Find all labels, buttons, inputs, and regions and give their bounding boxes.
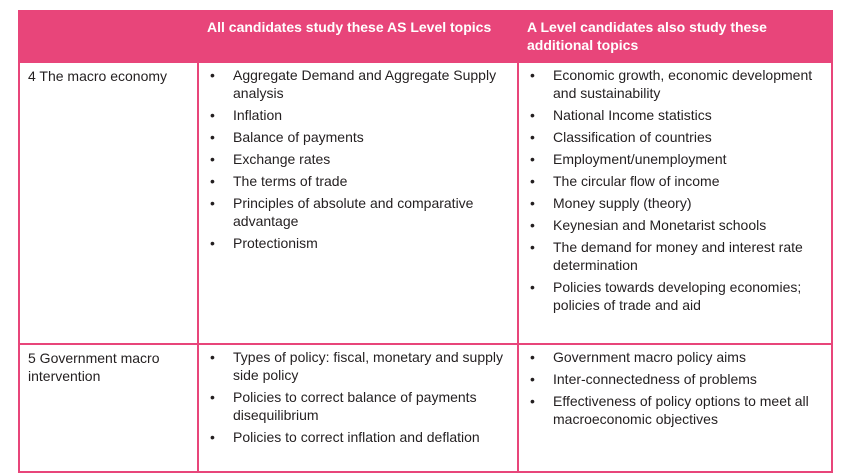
list-item bbox=[523, 238, 827, 274]
header-as-level: All candidates study these AS Level topics bbox=[198, 11, 518, 62]
table-row bbox=[19, 62, 832, 344]
bullet-icon: • bbox=[530, 173, 535, 189]
bullet-icon: • bbox=[530, 239, 535, 255]
list-item-text: Employment/unemployment bbox=[553, 151, 727, 167]
list-item bbox=[523, 172, 827, 190]
bullet-icon: • bbox=[530, 393, 535, 409]
list-item-text: Classification of countries bbox=[553, 129, 712, 145]
list-item-text: Inter-connectedness of problems bbox=[553, 371, 757, 387]
bullet-icon: • bbox=[530, 349, 535, 365]
list-item bbox=[203, 194, 513, 230]
list-item-text: Effectiveness of policy options to meet all macroeconomic objectives bbox=[553, 393, 809, 427]
list-item bbox=[523, 150, 827, 168]
as-topics-list bbox=[203, 66, 513, 252]
table-row bbox=[19, 344, 832, 472]
list-item-text: The terms of trade bbox=[233, 173, 348, 189]
list-item-text: Inflation bbox=[233, 107, 283, 123]
list-item bbox=[523, 106, 827, 124]
bullet-icon: • bbox=[530, 195, 535, 211]
list-item-text: Types of policy: fiscal, monetary and supply side policy bbox=[233, 349, 504, 383]
bullet-icon: • bbox=[530, 217, 535, 233]
list-item bbox=[203, 172, 513, 190]
list-item-text: The circular flow of income bbox=[553, 173, 720, 189]
topic-cell: 4 The macro economy bbox=[19, 62, 198, 344]
bullet-icon: • bbox=[210, 389, 215, 405]
bullet-icon: • bbox=[210, 67, 215, 83]
header-row bbox=[19, 11, 832, 62]
list-item bbox=[203, 348, 513, 384]
as-topics-cell bbox=[198, 344, 518, 472]
bullet-icon: • bbox=[210, 195, 215, 211]
as-topics-list bbox=[203, 348, 513, 446]
list-item-text: Protectionism bbox=[233, 235, 318, 251]
bullet-icon: • bbox=[210, 107, 215, 123]
bullet-icon: • bbox=[210, 349, 215, 365]
topic-cell: 5 Government macro intervention bbox=[19, 344, 198, 472]
header-a-level: A Level candidates also study these additional topics bbox=[518, 11, 832, 62]
list-item bbox=[203, 388, 513, 424]
list-item bbox=[203, 234, 513, 252]
list-item bbox=[523, 194, 827, 212]
bullet-icon: • bbox=[210, 173, 215, 189]
bullet-icon: • bbox=[530, 279, 535, 295]
list-item-text: Policies to correct balance of payments disequilibrium bbox=[233, 389, 477, 423]
list-item bbox=[523, 128, 827, 146]
list-item bbox=[203, 150, 513, 168]
list-item-text: Policies to correct inflation and deflation bbox=[233, 429, 480, 445]
list-item-text: Policies towards developing economies; policies of trade and aid bbox=[553, 279, 802, 313]
bullet-icon: • bbox=[530, 67, 535, 83]
syllabus-table bbox=[18, 10, 833, 473]
bullet-icon: • bbox=[210, 129, 215, 145]
list-item-text: Money supply (theory) bbox=[553, 195, 692, 211]
bullet-icon: • bbox=[210, 429, 215, 445]
list-item-text: Government macro policy aims bbox=[553, 349, 746, 365]
list-item bbox=[523, 348, 827, 366]
bullet-icon: • bbox=[530, 371, 535, 387]
bullet-icon: • bbox=[210, 151, 215, 167]
list-item bbox=[523, 216, 827, 234]
list-item bbox=[203, 66, 513, 102]
list-item-text: The demand for money and interest rate determination bbox=[553, 239, 803, 273]
list-item bbox=[203, 128, 513, 146]
a-topics-list bbox=[523, 348, 827, 428]
a-topics-cell bbox=[518, 62, 832, 344]
list-item-text: National Income statistics bbox=[553, 107, 712, 123]
as-topics-cell bbox=[198, 62, 518, 344]
list-item bbox=[523, 278, 827, 314]
list-item-text: Balance of payments bbox=[233, 129, 364, 145]
list-item-text: Economic growth, economic development and sustainability bbox=[553, 67, 813, 101]
list-item bbox=[523, 370, 827, 388]
bullet-icon: • bbox=[210, 235, 215, 251]
header-topic-cell bbox=[19, 11, 198, 62]
list-item bbox=[203, 428, 513, 446]
list-item bbox=[523, 66, 827, 102]
list-item-text: Aggregate Demand and Aggregate Supply analysis bbox=[233, 67, 497, 101]
bullet-icon: • bbox=[530, 107, 535, 123]
bullet-icon: • bbox=[530, 129, 535, 145]
a-topics-list bbox=[523, 66, 827, 314]
list-item bbox=[203, 106, 513, 124]
list-item-text: Keynesian and Monetarist schools bbox=[553, 217, 767, 233]
list-item bbox=[523, 392, 827, 428]
bullet-icon: • bbox=[530, 151, 535, 167]
a-topics-cell bbox=[518, 344, 832, 472]
list-item-text: Principles of absolute and comparative advantage bbox=[233, 195, 474, 229]
list-item-text: Exchange rates bbox=[233, 151, 331, 167]
